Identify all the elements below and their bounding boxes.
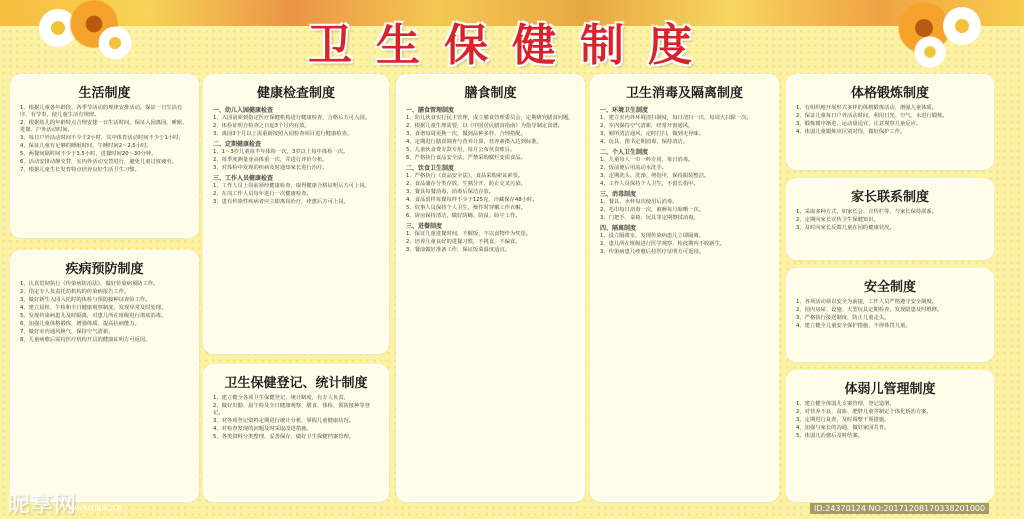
panel-title: 安全制度 bbox=[863, 280, 916, 295]
text-line: 2、根据幼儿的年龄特点合理安排一日生活时间，保证入园离园、睡眠、进餐、户外活动时间。 bbox=[20, 120, 188, 133]
text-line: 3、厕所清洁通风，定时打扫，做到无异味。 bbox=[600, 131, 705, 137]
text-line: 4、建立晨检、午检和全日健康观察制度，发现异常及时处理。 bbox=[20, 305, 167, 311]
text-line: 2、定期向家长宣传卫生保健知识。 bbox=[796, 217, 879, 223]
text-line: 5、两餐间隔时间不少于3.5小时，进餐时间20～30分钟。 bbox=[20, 151, 157, 157]
subheading: 二、饮食卫生制度 bbox=[406, 165, 455, 172]
text-line: 3、患有传染性疾病者应立即离岗治疗，痊愈后方可上岗。 bbox=[213, 199, 349, 205]
text-line: 2、根据儿童生理需要，以《中国居民膳食指南》为指导制定食谱。 bbox=[406, 123, 563, 129]
text-line: 1、建立健全体弱儿专案管理，登记造册。 bbox=[796, 401, 895, 407]
watermark-url: www.nipic.cn bbox=[70, 503, 123, 512]
subheading: 一、幼儿入园健康检查 bbox=[213, 107, 274, 114]
text-line: 3、及时向家长反馈儿童在园的健康状况。 bbox=[796, 225, 895, 231]
text-line: 1、根据儿童各年龄段、各季节活动的规律安排活动。保证一日生活有序、有节奏，使儿童生活有规律。 bbox=[20, 105, 183, 118]
text-line: 4、对检查发现的问题及时采取改进措施。 bbox=[213, 426, 312, 432]
text-line: 3、对体检中发现的疾病及时通知家长进行治疗。 bbox=[213, 165, 328, 171]
subheading: 三、工作人员健康检查 bbox=[213, 175, 274, 182]
text-line: 2、患儿所在班级进行医学观察，检疫期内不收新生。 bbox=[600, 241, 726, 247]
text-line: 2、做好出勤、晨午检及全日健康观察、膳食、体检、预防接种等登记。 bbox=[213, 403, 370, 416]
panel-title: 膳食制度 bbox=[464, 86, 517, 101]
subheading: 三、进餐制度 bbox=[406, 223, 443, 230]
text-line: 1、入园前须到指定医疗保健机构进行健康检查，合格后方可入园。 bbox=[213, 115, 370, 121]
text-line: 2、指定专人负责托幼机构的传染病报告工作。 bbox=[20, 289, 130, 295]
panel-title: 健康检查制度 bbox=[256, 86, 335, 101]
text-line: 4、建立健全儿童安全保护措施，不得体罚儿童。 bbox=[796, 323, 911, 329]
daisy-flower-icon bbox=[940, 4, 984, 48]
text-line: 4、工作人员保持个人卫生，不留长指甲。 bbox=[600, 181, 699, 187]
text-line: 7、根据儿童生长发育特点培养良好生活卫生习惯。 bbox=[20, 167, 140, 173]
panel-title: 卫生消毒及隔离制度 bbox=[625, 86, 743, 101]
text-line: 3、每日户外活动时间不少于2小时，其中体育活动时间不少于1小时。 bbox=[20, 135, 184, 141]
text-line: 6、严格执行食品安全法，严禁采购腐烂变质食品。 bbox=[406, 155, 526, 161]
panel-exercise bbox=[788, 76, 992, 168]
text-line: 5、儿童伙食费专款专用，每月公布伙食账目。 bbox=[406, 147, 516, 153]
image-credit: ID:24370124 NO:20171208170338201000 bbox=[810, 503, 989, 514]
text-line: 6、加强儿童体格锻炼，增强体质，提高抗病能力。 bbox=[20, 321, 140, 327]
text-line: 3、门把手、桌椅、玩具等定期擦拭消毒。 bbox=[600, 215, 699, 221]
panel-parent bbox=[788, 180, 992, 258]
text-line: 4、体弱儿童锻炼应区别对待，做好保护工作。 bbox=[796, 129, 906, 135]
text-line: 1、设立隔离室，发现传染病患儿立即隔离。 bbox=[600, 233, 705, 239]
text-line: 1、严格执行《食品安全法》，食品采购索证索票。 bbox=[406, 173, 524, 179]
text-line: 6、活动安排动静交替，室内外活动交替进行，避免儿童过度疲劳。 bbox=[20, 159, 177, 165]
text-line: 3、餐前做好准备工作，保证饭菜温度适宜。 bbox=[406, 247, 511, 253]
text-line: 4、加强与家长的沟通，做好家园共育。 bbox=[796, 425, 890, 431]
text-line: 3、食谱每周更换一次，做到品种多样、合理搭配。 bbox=[406, 131, 526, 137]
text-line: 4、玩具、图书定期消毒，保持清洁。 bbox=[600, 139, 689, 145]
panel-title: 家长联系制度 bbox=[850, 190, 929, 205]
text-line: 1、儿童每人一巾一杯专用，每日消毒。 bbox=[600, 157, 694, 163]
text-line: 3、定期洗头、洗澡、剪指甲，保持服装整洁。 bbox=[600, 173, 710, 179]
text-line: 4、食品留样每餐每样不少于125克，冷藏保存48小时。 bbox=[406, 197, 538, 203]
panel-disinfect bbox=[592, 76, 777, 500]
text-line: 3、离园3个月以上需重新按照入园检查项目进行健康检查。 bbox=[213, 131, 353, 137]
panel-title: 体格锻炼制度 bbox=[850, 86, 929, 101]
text-line: 3、严格执行接送制度，防止儿童走失。 bbox=[796, 315, 890, 321]
text-line: 3、餐具每餐消毒，消毒后保洁存放。 bbox=[406, 189, 495, 195]
text-line: 3、锻炼循序渐进，运动量适宜，注意观察儿童反应。 bbox=[796, 121, 922, 127]
daisy-flower-icon bbox=[912, 34, 948, 70]
subheading: 四、隔离制度 bbox=[600, 225, 637, 232]
text-line: 1、认真贯彻执行《传染病防治法》，做好传染病预防工作。 bbox=[20, 281, 159, 287]
text-line: 2、培养儿童良好的进餐习惯，不挑食，不偏食。 bbox=[406, 239, 521, 245]
page-title-banner bbox=[150, 12, 874, 70]
panel-diet bbox=[398, 76, 583, 500]
panel-disease bbox=[12, 252, 197, 500]
text-line: 1、采取多种方式，如家长会、宣传栏等，与家长保持联系。 bbox=[796, 209, 938, 215]
text-line: 3、传染病患儿痊愈后持医疗证明方可返园。 bbox=[600, 249, 705, 255]
text-line: 1、保证儿童进餐时间，不催饭，不以食物作为奖惩。 bbox=[406, 231, 532, 237]
text-line: 2、对营养不良、贫血、肥胖儿童等制定个体化矫治方案。 bbox=[796, 409, 932, 415]
text-line: 6、厨房保持清洁，做好防蝇、防鼠、防尘工作。 bbox=[406, 213, 521, 219]
text-line: 2、园内房屋、设施、大型玩具定期检查，发现隐患及时维修。 bbox=[796, 307, 943, 313]
panel-title: 体弱儿管理制度 bbox=[844, 382, 936, 397]
text-line: 1、建立室内外环境清扫制度，每日清扫一次，每周大扫除一次。 bbox=[600, 115, 752, 121]
page-title: 卫生保健制度 bbox=[308, 20, 716, 71]
panel-weak bbox=[788, 372, 992, 500]
subheading: 一、膳食管理制度 bbox=[406, 107, 455, 114]
text-line: 7、做好室内通风换气，保持空气清新。 bbox=[20, 329, 114, 335]
text-line: 2、毛巾每日消毒一次，被褥每月晾晒一次。 bbox=[600, 207, 705, 213]
text-line: 5、体弱儿治愈后及时结案。 bbox=[796, 433, 863, 439]
subheading: 二、定期健康检查 bbox=[213, 141, 262, 148]
text-line: 1、有组织地开展形式多样的体格锻炼活动，增强儿童体质。 bbox=[796, 105, 938, 111]
text-line: 4、定期进行膳食调查与营养计算，营养素摄入达到标准。 bbox=[406, 139, 542, 145]
text-line: 5、炊事人员保持个人卫生，操作时穿戴工作衣帽。 bbox=[406, 205, 526, 211]
text-line: 1、各项活动须以安全为前提，工作人员严格遵守安全制度。 bbox=[796, 299, 938, 305]
text-line: 3、定期进行复查，及时调整干预措施。 bbox=[796, 417, 890, 423]
text-line: 1、餐具、水杯每次使用后消毒。 bbox=[600, 199, 678, 205]
panel-title: 卫生保健登记、统计制度 bbox=[224, 376, 368, 391]
text-line: 2、每季度测量身高体重一次，并进行评价分析。 bbox=[213, 157, 328, 163]
text-line: 1、幼儿伙食实行民主管理，成立膳食管理委员会，定期研究膳食问题。 bbox=[406, 115, 574, 121]
panel-life bbox=[12, 76, 197, 236]
text-line: 2、食品储存分类存放，生熟分开，防止交叉污染。 bbox=[406, 181, 526, 187]
text-line: 8、儿童病愈后需持医疗机构开具的健康证明方可返园。 bbox=[20, 337, 151, 343]
daisy-flower-icon bbox=[96, 24, 134, 62]
text-line: 5、发现传染病患儿及时隔离，对患儿所在班级进行彻底消毒。 bbox=[20, 313, 167, 319]
subheading: 一、环境卫生制度 bbox=[600, 107, 649, 114]
panel-checkup bbox=[205, 76, 387, 352]
text-line: 2、体检证明自检查之日起3个月内有效。 bbox=[213, 123, 310, 129]
text-line: 2、饭前便后用流动水洗手。 bbox=[600, 165, 667, 171]
text-line: 2、保证儿童每日户外活动时间，利用日光、空气、水进行锻炼。 bbox=[796, 113, 948, 119]
watermark-logo: 昵享网 bbox=[8, 493, 78, 518]
text-line: 1、建立健全各项卫生保健登记、统计制度，有专人负责。 bbox=[213, 395, 349, 401]
text-line: 2、在岗工作人员每年进行一次健康检查。 bbox=[213, 191, 312, 197]
text-line: 1、工作人员上岗前须经健康检查，取得健康合格证明后方可上岗。 bbox=[213, 183, 370, 189]
panel-register bbox=[205, 366, 387, 500]
text-line: 2、室内保持空气清新，经常开窗通风。 bbox=[600, 123, 694, 129]
subheading: 三、消毒制度 bbox=[600, 191, 637, 198]
text-line: 3、对各项登记资料定期进行统计分析，掌握儿童健康状况。 bbox=[213, 418, 355, 424]
text-line: 1、1～3岁儿童每半年体检一次，3岁以上每年体检一次。 bbox=[213, 149, 349, 155]
text-line: 3、做好新生入园入托时的体检与预防接种证查验工作。 bbox=[20, 297, 151, 303]
panel-title: 疾病预防制度 bbox=[65, 262, 144, 277]
panel-title: 生活制度 bbox=[78, 86, 131, 101]
subheading: 二、个人卫生制度 bbox=[600, 149, 649, 156]
text-line: 5、各类资料分类整理、妥善保存，做好卫生保健档案管理。 bbox=[213, 434, 355, 440]
panel-safety bbox=[788, 270, 992, 360]
text-line: 4、保证儿童有足够的睡眠时间，午睡时间2～2.5小时。 bbox=[20, 143, 152, 149]
